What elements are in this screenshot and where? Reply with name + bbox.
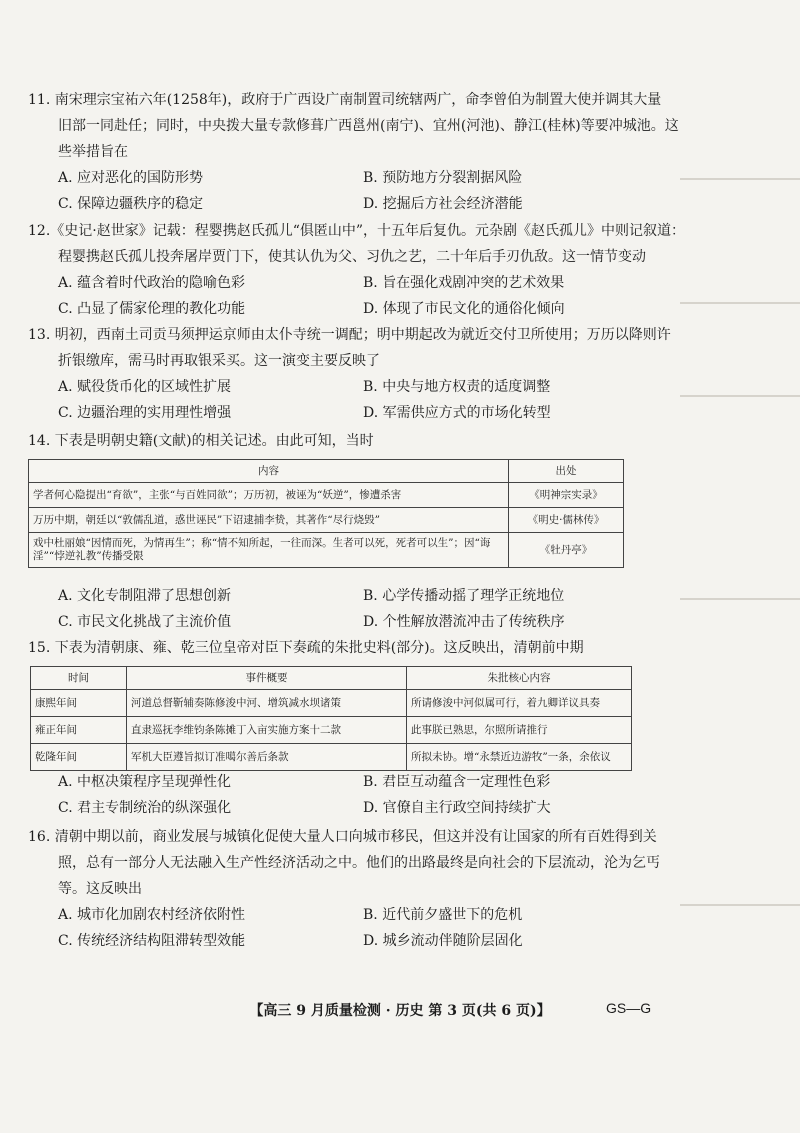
page-footer [0,1000,800,1022]
table-cell-time: 乾隆年间 [31,744,127,771]
table-row [29,508,624,533]
question-stem-line: 折银缴库，需马时再取银采买。这一演变主要反映了 [58,353,380,369]
option-d: D. 城乡流动伴随阶层固化 [363,933,523,949]
option-c: C. 君主专制统治的纵深强化 [58,800,232,816]
option-b: B. 旨在强化戏剧冲突的艺术效果 [363,275,565,291]
option-d: D. 挖掘后方社会经济潜能 [363,196,523,212]
option-b: B. 中央与地方权责的适度调整 [363,379,551,395]
table-header-source: 出处 [509,460,624,483]
table-cell-edict: 所请修浚中河似属可行，着九卿详议具奏 [407,690,632,717]
table-header-time: 时间 [31,667,127,690]
option-c: C. 市民文化挑战了主流价值 [58,614,232,630]
option-row [28,769,772,795]
option-a: A. 赋役货币化的区域性扩展 [58,379,232,395]
table-cell-content: 学者何心隐提出“育欲”，主张“与百姓同欲”；万历初，被诬为“妖逆”，惨遭杀害 [29,483,509,508]
table-row [29,483,624,508]
question-stem-line: 15. 下表为清朝康、雍、乾三位皇帝对臣下奏疏的朱批史料(部分)。这反映出，清朝前中期 [28,640,584,656]
option-d: D. 官僚自主行政空间持续扩大 [363,800,551,816]
question-14 [28,428,772,454]
option-c: C. 保障边疆秩序的稳定 [58,196,204,212]
option-row [28,609,772,635]
option-a: A. 应对恶化的国防形势 [58,170,204,186]
table-cell-time: 雍正年间 [31,717,127,744]
footer-page-info: 【高三 9 月质量检测 · 历史 第 3 页(共 6 页)】 [249,1003,551,1019]
option-c: C. 边疆治理的实用理性增强 [58,405,232,421]
question-stem-line: 16. 清朝中期以前，商业发展与城镇化促使大量人口向城市移民，但这并没有让国家的所有百姓得到关 [28,829,657,845]
option-c: C. 凸显了儒家伦理的教化功能 [58,301,246,317]
option-b: B. 君臣互动蕴含一定理性色彩 [363,774,551,790]
table-cell-event: 军机大臣遵旨拟订准噶尔善后条款 [127,744,407,771]
table-header-row [31,667,632,690]
table-row [31,690,632,717]
option-a: A. 中枢决策程序呈现弹性化 [58,774,232,790]
table-cell-source: 《明神宗实录》 [509,483,624,508]
question-stem-line: 14. 下表是明朝史籍(文献)的相关记述。由此可知，当时 [28,433,374,449]
question-stem-line: 旧部一同赴任；同时，中央拨大量专款修葺广西邕州(南宁)、宜州(河池)、静江(桂林)等要冲城池。这 [58,118,679,134]
table-cell-source: 《牡丹亭》 [509,533,624,568]
question-stem-line: 照，总有一部分人无法融入生产性经济活动之中。他们的出路最终是向社会的下层流动，沦为乞丐 [58,855,660,871]
option-b: B. 预防地方分裂割据风险 [363,170,523,186]
question-16 [28,824,772,954]
option-a: A. 文化专制阻滞了思想创新 [58,588,232,604]
question-12 [28,218,772,322]
table-ming-records [28,459,624,568]
table-cell-content: 戏中杜丽娘“因情而死，为情再生”；称“情不知所起，一往而深。生者可以死，死者可以生”；因“诲淫”“悖逆礼教”传播受限 [29,533,509,568]
option-a: A. 城市化加剧农村经济依附性 [58,907,246,923]
question-stem-line: 程婴携赵氏孤儿投奔屠岸贾门下，使其认仇为父、习仇之艺，二十年后手刃仇敌。这一情节变动 [58,249,646,265]
table-cell-time: 康熙年间 [31,690,127,717]
table-cell-content: 万历中期，朝廷以“敦儒乱道，惑世诬民”下诏逮捕李贽，其著作“尽行烧毁” [29,508,509,533]
table-qing-edicts [30,666,632,771]
table-cell-edict: 此事朕已熟思，尔照所请推行 [407,717,632,744]
option-row [28,583,772,609]
option-d: D. 个性解放潜流冲击了传统秩序 [363,614,565,630]
question-15 [28,635,772,661]
question-stem-line: 12.《史记·赵世家》记载：程婴携赵氏孤儿“俱匿山中”，十五年后复仇。元杂剧《赵氏孤儿》中则记叙道： [28,223,686,239]
option-c: C. 传统经济结构阻滞转型效能 [58,933,246,949]
option-b: B. 近代前夕盛世下的危机 [363,907,523,923]
table-header-edict: 朱批核心内容 [407,667,632,690]
question-14-options [28,583,772,635]
option-b: B. 心学传播动摇了理学正统地位 [363,588,565,604]
table-header-event: 事件概要 [127,667,407,690]
question-stem-line: 11. 南宋理宗宝祐六年(1258年)，政府于广西设广南制置司统辖两广，命李曾伯为制置大使并调其大量 [28,92,662,108]
table-row [31,717,632,744]
option-row [28,374,772,400]
option-a: A. 蕴含着时代政治的隐喻色彩 [58,275,246,291]
option-row [28,795,772,821]
table-cell-edict: 所拟未协。增“永禁近边游牧”一条，余依议 [407,744,632,771]
option-d: D. 军需供应方式的市场化转型 [363,405,551,421]
table-header-content: 内容 [29,460,509,483]
question-stem-line: 13. 明初，西南土司贡马须押运京师由太仆寺统一调配；明中期起改为就近交付卫所使用；万历以降则许 [28,327,671,343]
option-row [28,902,772,928]
table-cell-event: 直隶巡抚李维钧条陈摊丁入亩实施方案十二款 [127,717,407,744]
option-d: D. 体现了市民文化的通俗化倾向 [363,301,565,317]
question-stem-line: 等。这反映出 [58,881,142,897]
question-13 [28,322,772,426]
table-row [31,744,632,771]
question-11 [28,87,772,217]
table-row [29,533,624,568]
question-stem-line: 些举措旨在 [58,144,128,160]
option-row [28,191,772,217]
option-row [28,270,772,296]
footer-code: GS—G [606,1000,652,1016]
option-row [28,928,772,954]
question-15-options [28,769,772,821]
option-row [28,296,772,322]
table-header-row [29,460,624,483]
table-cell-event: 河道总督靳辅奏陈修浚中河、增筑减水坝诸策 [127,690,407,717]
option-row [28,400,772,426]
option-row [28,165,772,191]
table-cell-source: 《明史·儒林传》 [509,508,624,533]
